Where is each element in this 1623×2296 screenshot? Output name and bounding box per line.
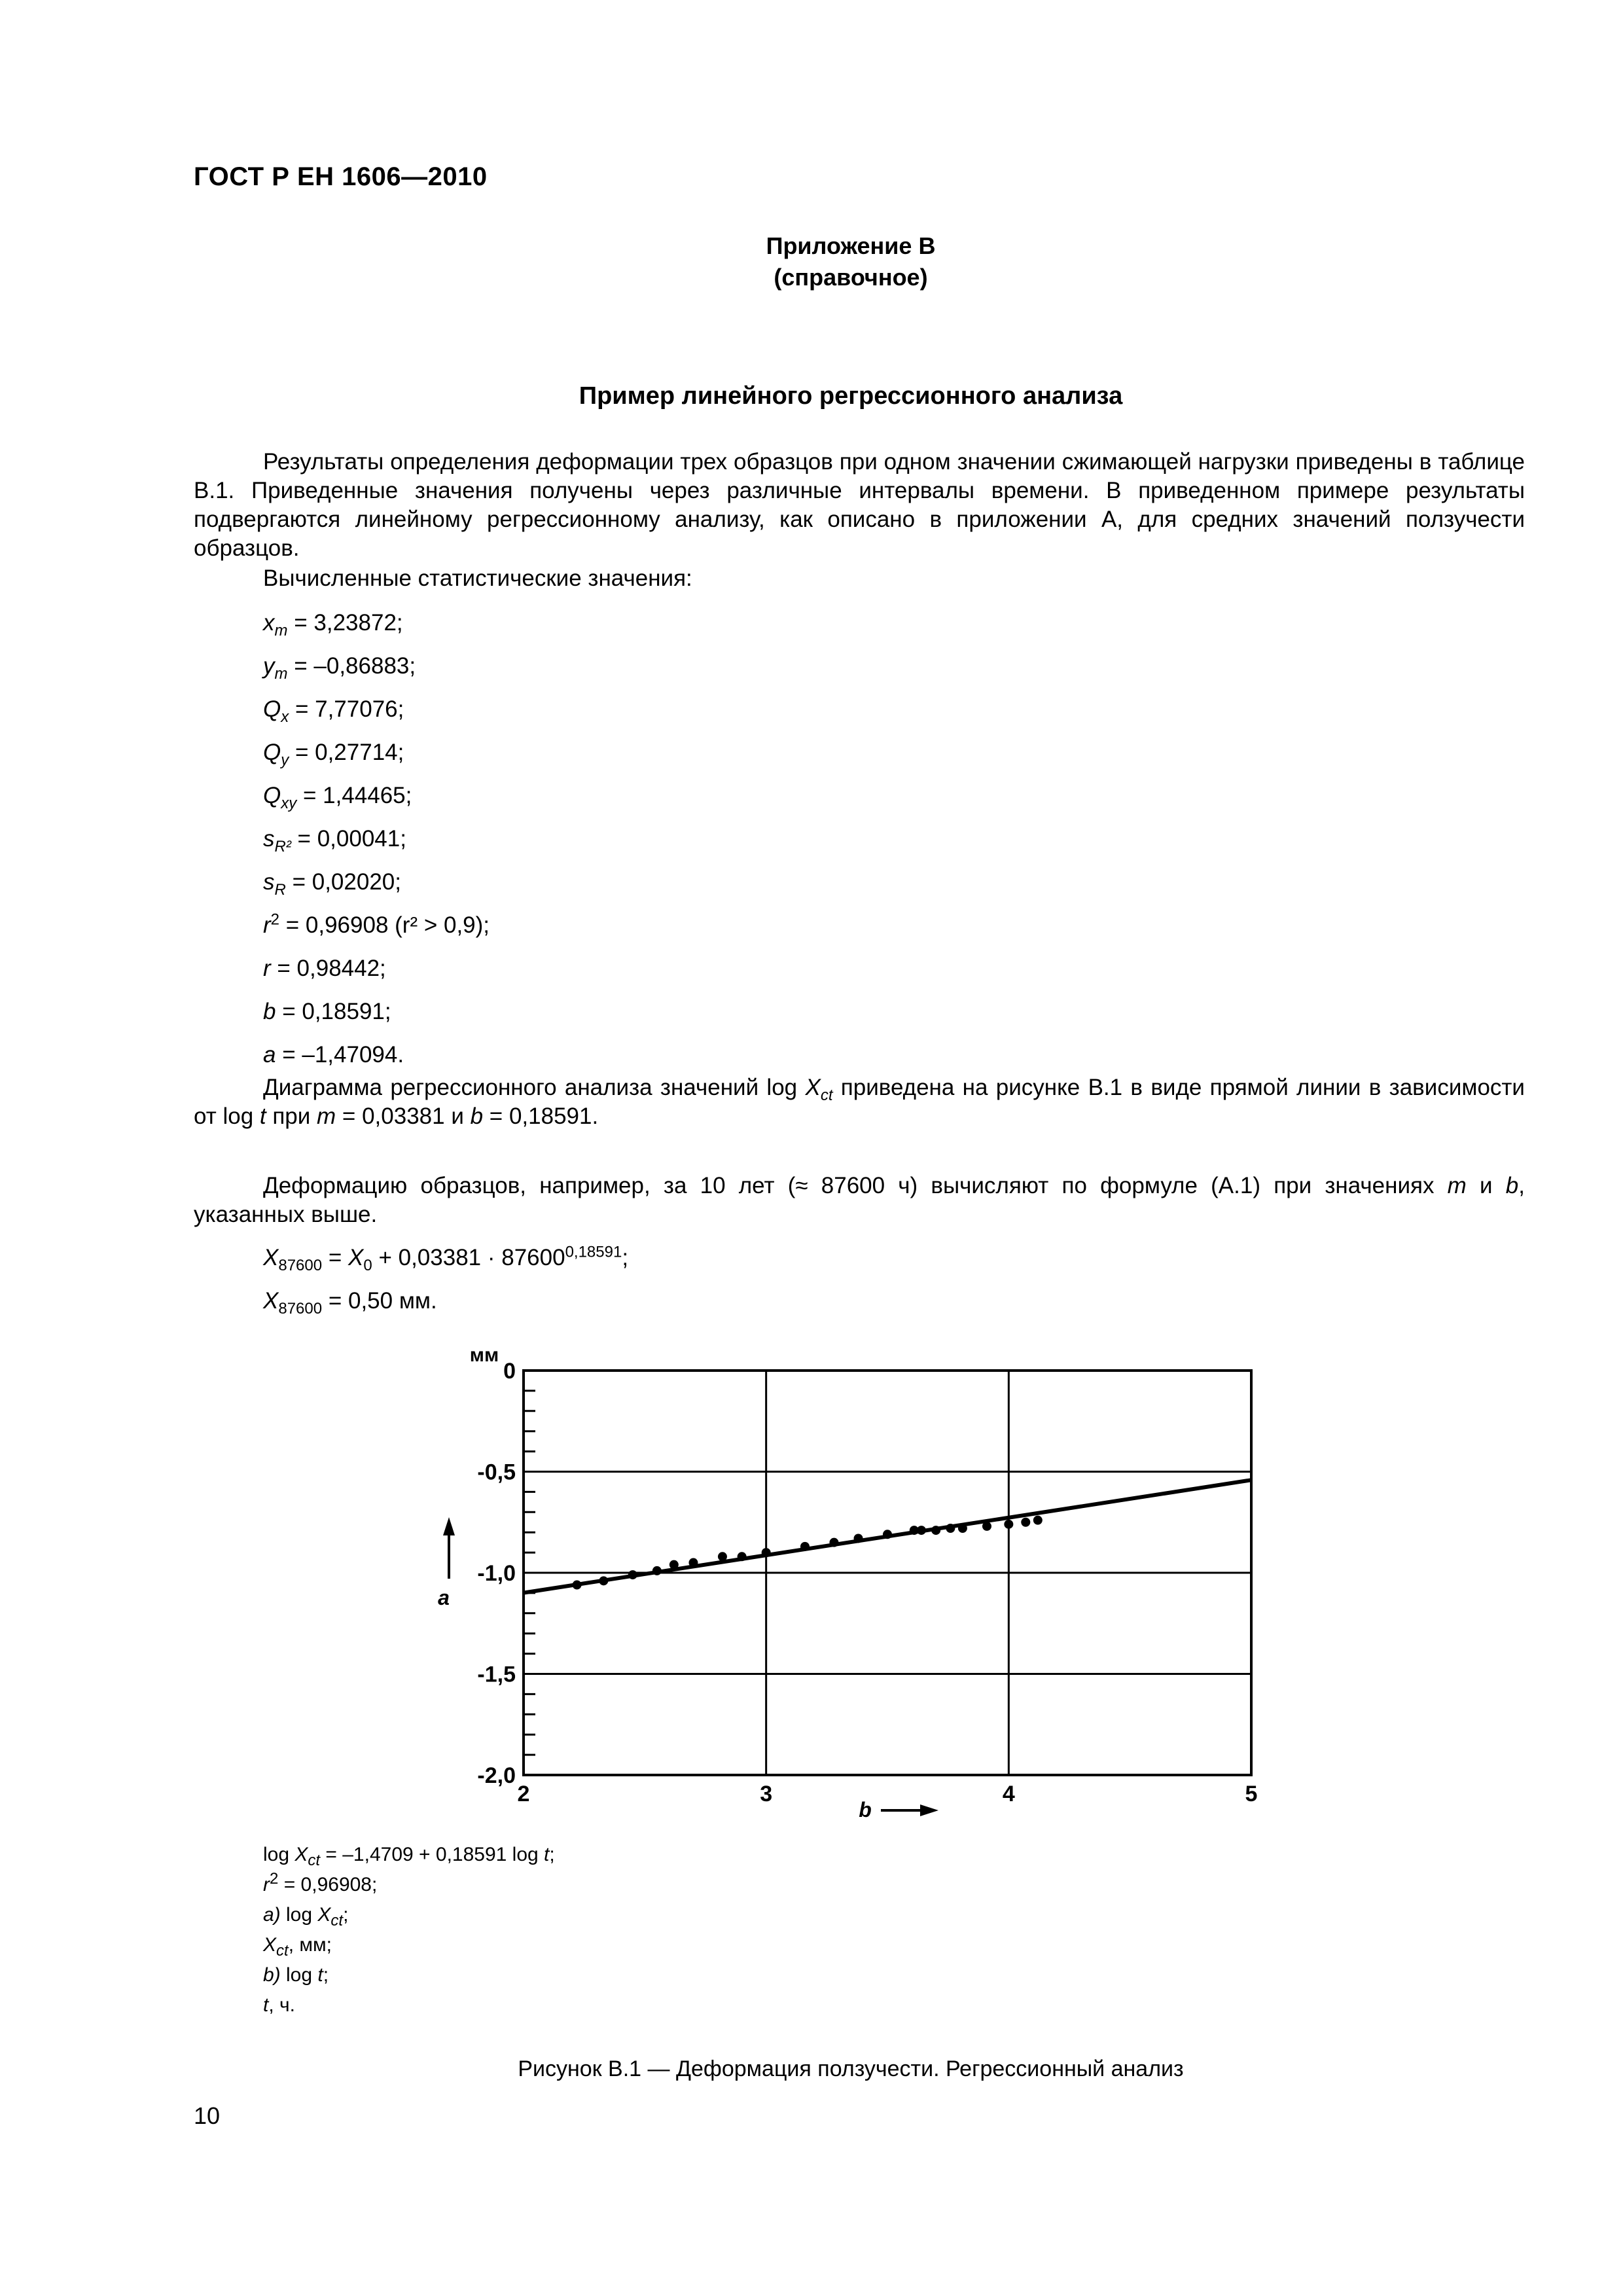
legend-line-1: $\log X_{ct} = -1,4709 + 0,18591$ log t;	[263, 1844, 555, 1869]
data-point	[829, 1538, 838, 1547]
data-point	[883, 1530, 892, 1539]
stat-line: $Q_x = 7,77076$;	[263, 696, 404, 726]
legend-line-5: b) log t;	[263, 1964, 329, 1986]
data-point	[854, 1534, 863, 1543]
legend-line-4: $X_{ct}$, мм;	[263, 1934, 332, 1960]
deformation-paragraph: Деформацию образцов, например, за 10 лет (≈ 87600 ч) вычисляют по формуле (А.1) при значениях m и b, указанных выше.	[194, 1173, 1525, 1227]
section-title: Пример линейного регрессионного анализа	[579, 382, 1123, 410]
stat-line: $x_m = 3,23872$;	[263, 610, 403, 639]
x-axis-arrow-head	[920, 1804, 938, 1816]
formula-2: $X_{87600} = 0,50$ мм.	[263, 1288, 437, 1318]
formula-1: $X_{87600} = X_0 + 0,03381 \cdot 87600^{0,18591}$;	[263, 1243, 629, 1274]
data-point	[958, 1524, 967, 1533]
x-axis-label: b	[859, 1798, 872, 1821]
figure-caption: Рисунок В.1 — Деформация ползучести. Регрессионный анализ	[518, 2056, 1184, 2081]
y-unit-label: мм	[469, 1344, 499, 1366]
data-point	[688, 1558, 698, 1568]
y-tick-label: -2,0	[477, 1763, 516, 1788]
data-point	[762, 1548, 771, 1557]
data-point	[628, 1570, 637, 1579]
data-point	[718, 1552, 727, 1561]
x-tick-label: 5	[1245, 1782, 1258, 1806]
y-axis-label: a	[438, 1586, 450, 1609]
stats-intro: Вычисленные статистические значения:	[263, 565, 692, 591]
data-point	[1004, 1520, 1013, 1529]
document-header: ГОСТ Р ЕН 1606—2010	[194, 162, 488, 191]
y-tick-label: 0	[503, 1359, 516, 1384]
data-point	[982, 1522, 991, 1531]
y-tick-label: -1,5	[477, 1662, 516, 1687]
data-point	[738, 1552, 747, 1561]
data-point	[917, 1526, 926, 1535]
legend-line-3: a) $\log X_{ct}$;	[263, 1904, 349, 1929]
stat-line: a = –1,47094.	[263, 1042, 404, 1067]
annex-type: (справочное)	[774, 264, 928, 291]
data-point	[652, 1566, 662, 1575]
stat-line: $Q_y = 0,27714$;	[263, 740, 404, 769]
y-axis-arrow-head	[443, 1517, 455, 1535]
data-point	[669, 1560, 679, 1570]
chart-layer	[438, 1344, 1257, 1821]
data-point	[800, 1542, 810, 1551]
intro-paragraph: Результаты определения деформации трех образцов при одном значении сжимающей нагрузки приведены в таблице В.1. Приведенные значения получены через различные интервалы времени. В приведенном примере результаты подвергаются линейному регрессионному анализу, как описано в приложении А, для средних значений ползучести образцов.	[194, 449, 1525, 561]
stat-line: $y_m = -0,86883$;	[263, 653, 416, 683]
annex-name: Приложение В	[766, 232, 936, 259]
x-tick-label: 4	[1002, 1782, 1015, 1806]
data-point	[1033, 1516, 1043, 1525]
stat-line: $Q_{xy} = 1,44465$;	[263, 783, 412, 812]
legend-line-2: $r^2 = 0,96908$;	[263, 1870, 378, 1895]
y-tick-label: -0,5	[477, 1460, 516, 1485]
stat-line: $s_R = 0,02020$;	[263, 869, 401, 899]
data-point	[599, 1576, 608, 1585]
data-point	[946, 1524, 955, 1533]
stat-line: $r^2 = 0,96908$ (r² > 0,9);	[263, 910, 490, 938]
legend-line-6: t, ч.	[263, 1994, 295, 2016]
x-tick-label: 2	[517, 1782, 530, 1806]
stat-line: $s_{R^2} = 0,00041$;	[263, 826, 406, 855]
y-tick-label: -1,0	[477, 1561, 516, 1586]
diagram-paragraph: Диаграмма регрессионного анализа значений $\log X_{ct}$ приведена на рисунке В.1 в виде прямой линии в зависимости от log t при m = 0,03381 и b = 0,18591.	[194, 1075, 1525, 1129]
data-point	[1021, 1518, 1030, 1527]
data-point	[573, 1581, 582, 1590]
x-tick-label: 3	[760, 1782, 773, 1806]
data-point	[931, 1526, 940, 1535]
page-number: 10	[194, 2102, 221, 2129]
stat-line: r = 0,98442;	[263, 956, 386, 981]
stat-line: b = 0,18591;	[263, 999, 391, 1024]
